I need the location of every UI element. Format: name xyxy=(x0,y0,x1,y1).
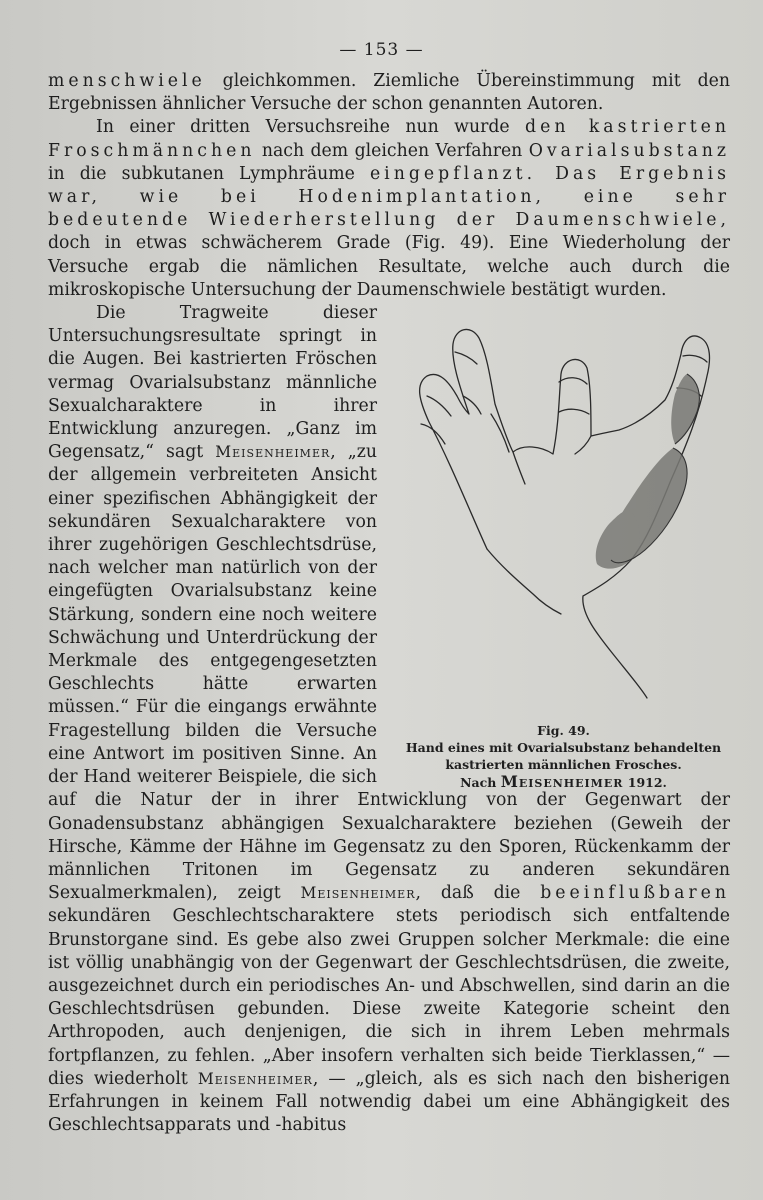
spaced-text: Ovarialsubstanz xyxy=(528,140,730,161)
text-run: 1912. xyxy=(623,775,667,791)
paragraph-2 xyxy=(48,116,730,302)
text-run: , „zu der allgemein verbreiteten Ansicht einer spezifischen Abhängigkeit der sekundären Sexualcharaktere von ihrer zugehörigen Geschlechtsdrüse, nach welcher man natürlich von der eingefügten Ovarialsubstanz keine Stärkung, sondern eine noch weitere Schwächung und Unterdrückung der Merkmale des entgegengesetzten Geschlechts hätte erwarten müssen.“ Für die eingangs erwähnte Fragestellung bilden die Versuche eine Antwort im positiven Sinne. An der Hand weiterer Beispiele, die sich auf die Natur der in ihrer Entwicklung von der Gegenwart der Gonadensubstanz abhängigen Sexualcharaktere beziehen (Geweih der Hirsche, Kämme der Hähne im Gegensatz zu den Sporen, Rückenkamm der männlichen Tritonen im Gegensatz zu anderen sekundären Sexualmerkmalen), zeigt xyxy=(48,442,730,904)
author-name: Meisenheimer xyxy=(300,884,416,903)
figure-caption xyxy=(391,722,736,791)
figure-label: Fig. 49. xyxy=(537,723,590,739)
frog-hand-illustration xyxy=(391,304,736,724)
page-number: — 153 — xyxy=(339,40,424,60)
body-text xyxy=(48,70,730,1137)
spaced-text: den kastrierten Froschmännchen xyxy=(48,117,730,161)
author-name: Meisenheimer xyxy=(500,772,624,792)
figure-caption-line-2 xyxy=(391,773,736,791)
text-run: , daß die xyxy=(415,883,541,904)
figure-49 xyxy=(391,304,736,792)
text-run: doch in etwas schwächerem Grade (Fig. 49). Eine Wiederholung der Versuche ergab die nämlichen Resultate, welche auch durch die mikroskopische Untersuchung der Daumenschwiele bestätigt wurden. xyxy=(48,233,730,300)
text-run: nach dem gleichen Verfahren xyxy=(255,140,529,161)
text-run: , — „gleich, als es sich nach den bisherigen Erfahrungen in keinem Fall notwendig dabei um eine Abhängigkeit des Geschlechtsapparats und -habitus xyxy=(48,1068,730,1136)
text-run: Nach xyxy=(460,775,501,791)
spaced-text: menschwiele xyxy=(48,71,206,91)
spaced-text: beeinflußbaren xyxy=(540,883,731,904)
text-run: In einer dritten Versuchsreihe nun wurde xyxy=(96,117,526,138)
spaced-text: eingepflanzt. Das Ergebnis war, wie bei Hodenimplantation, eine sehr bedeutende Wiederherstellung der Daumenschwiele, xyxy=(48,163,730,231)
figure-caption-line-1: Hand eines mit Ovarialsubstanz behandelten kastrierten männlichen Frosches. xyxy=(405,740,722,773)
paragraph-1 xyxy=(48,70,730,116)
text-run: in die subkutanen Lymphräume xyxy=(48,163,370,184)
text-run: sekundären Geschlechtscharaktere stets periodisch sich entfaltende Brunstorgane sind. Es gebe also zwei Gruppen solcher Merkmale: die eine ist völlig unabhängig von der Gegenwart der Geschlechtsdrüsen, die zweite, ausgezeichnet durch ein periodisches An- und Abschwellen, sind darin an die Geschlechtsdrüsen gebunden. Diese zweite Kategorie scheint den Arthropoden, auch denjenigen, die sich in ihrem Leben mehrmals fortpflanzen, zu fehlen. „Aber insofern verhalten sich beide Tierklassen,“ — dies wiederholt xyxy=(48,906,730,1089)
author-name: Meisenheimer xyxy=(215,443,331,462)
author-name: Meisenheimer xyxy=(197,1069,313,1088)
text-run: gleichkommen. Ziemliche Übereinstimmung mit den Ergebnissen ähnlicher Versuche der schon genannten Autoren. xyxy=(48,71,730,115)
text-run: Die Tragweite dieser Untersuchungsresultate springt in die Augen. Bei kastrierten Fröschen vermag Ovarialsubstanz männliche Sexualcharaktere in ihrer Entwicklung anzuregen. „Ganz im Gegensatz,“ sagt xyxy=(48,303,377,463)
